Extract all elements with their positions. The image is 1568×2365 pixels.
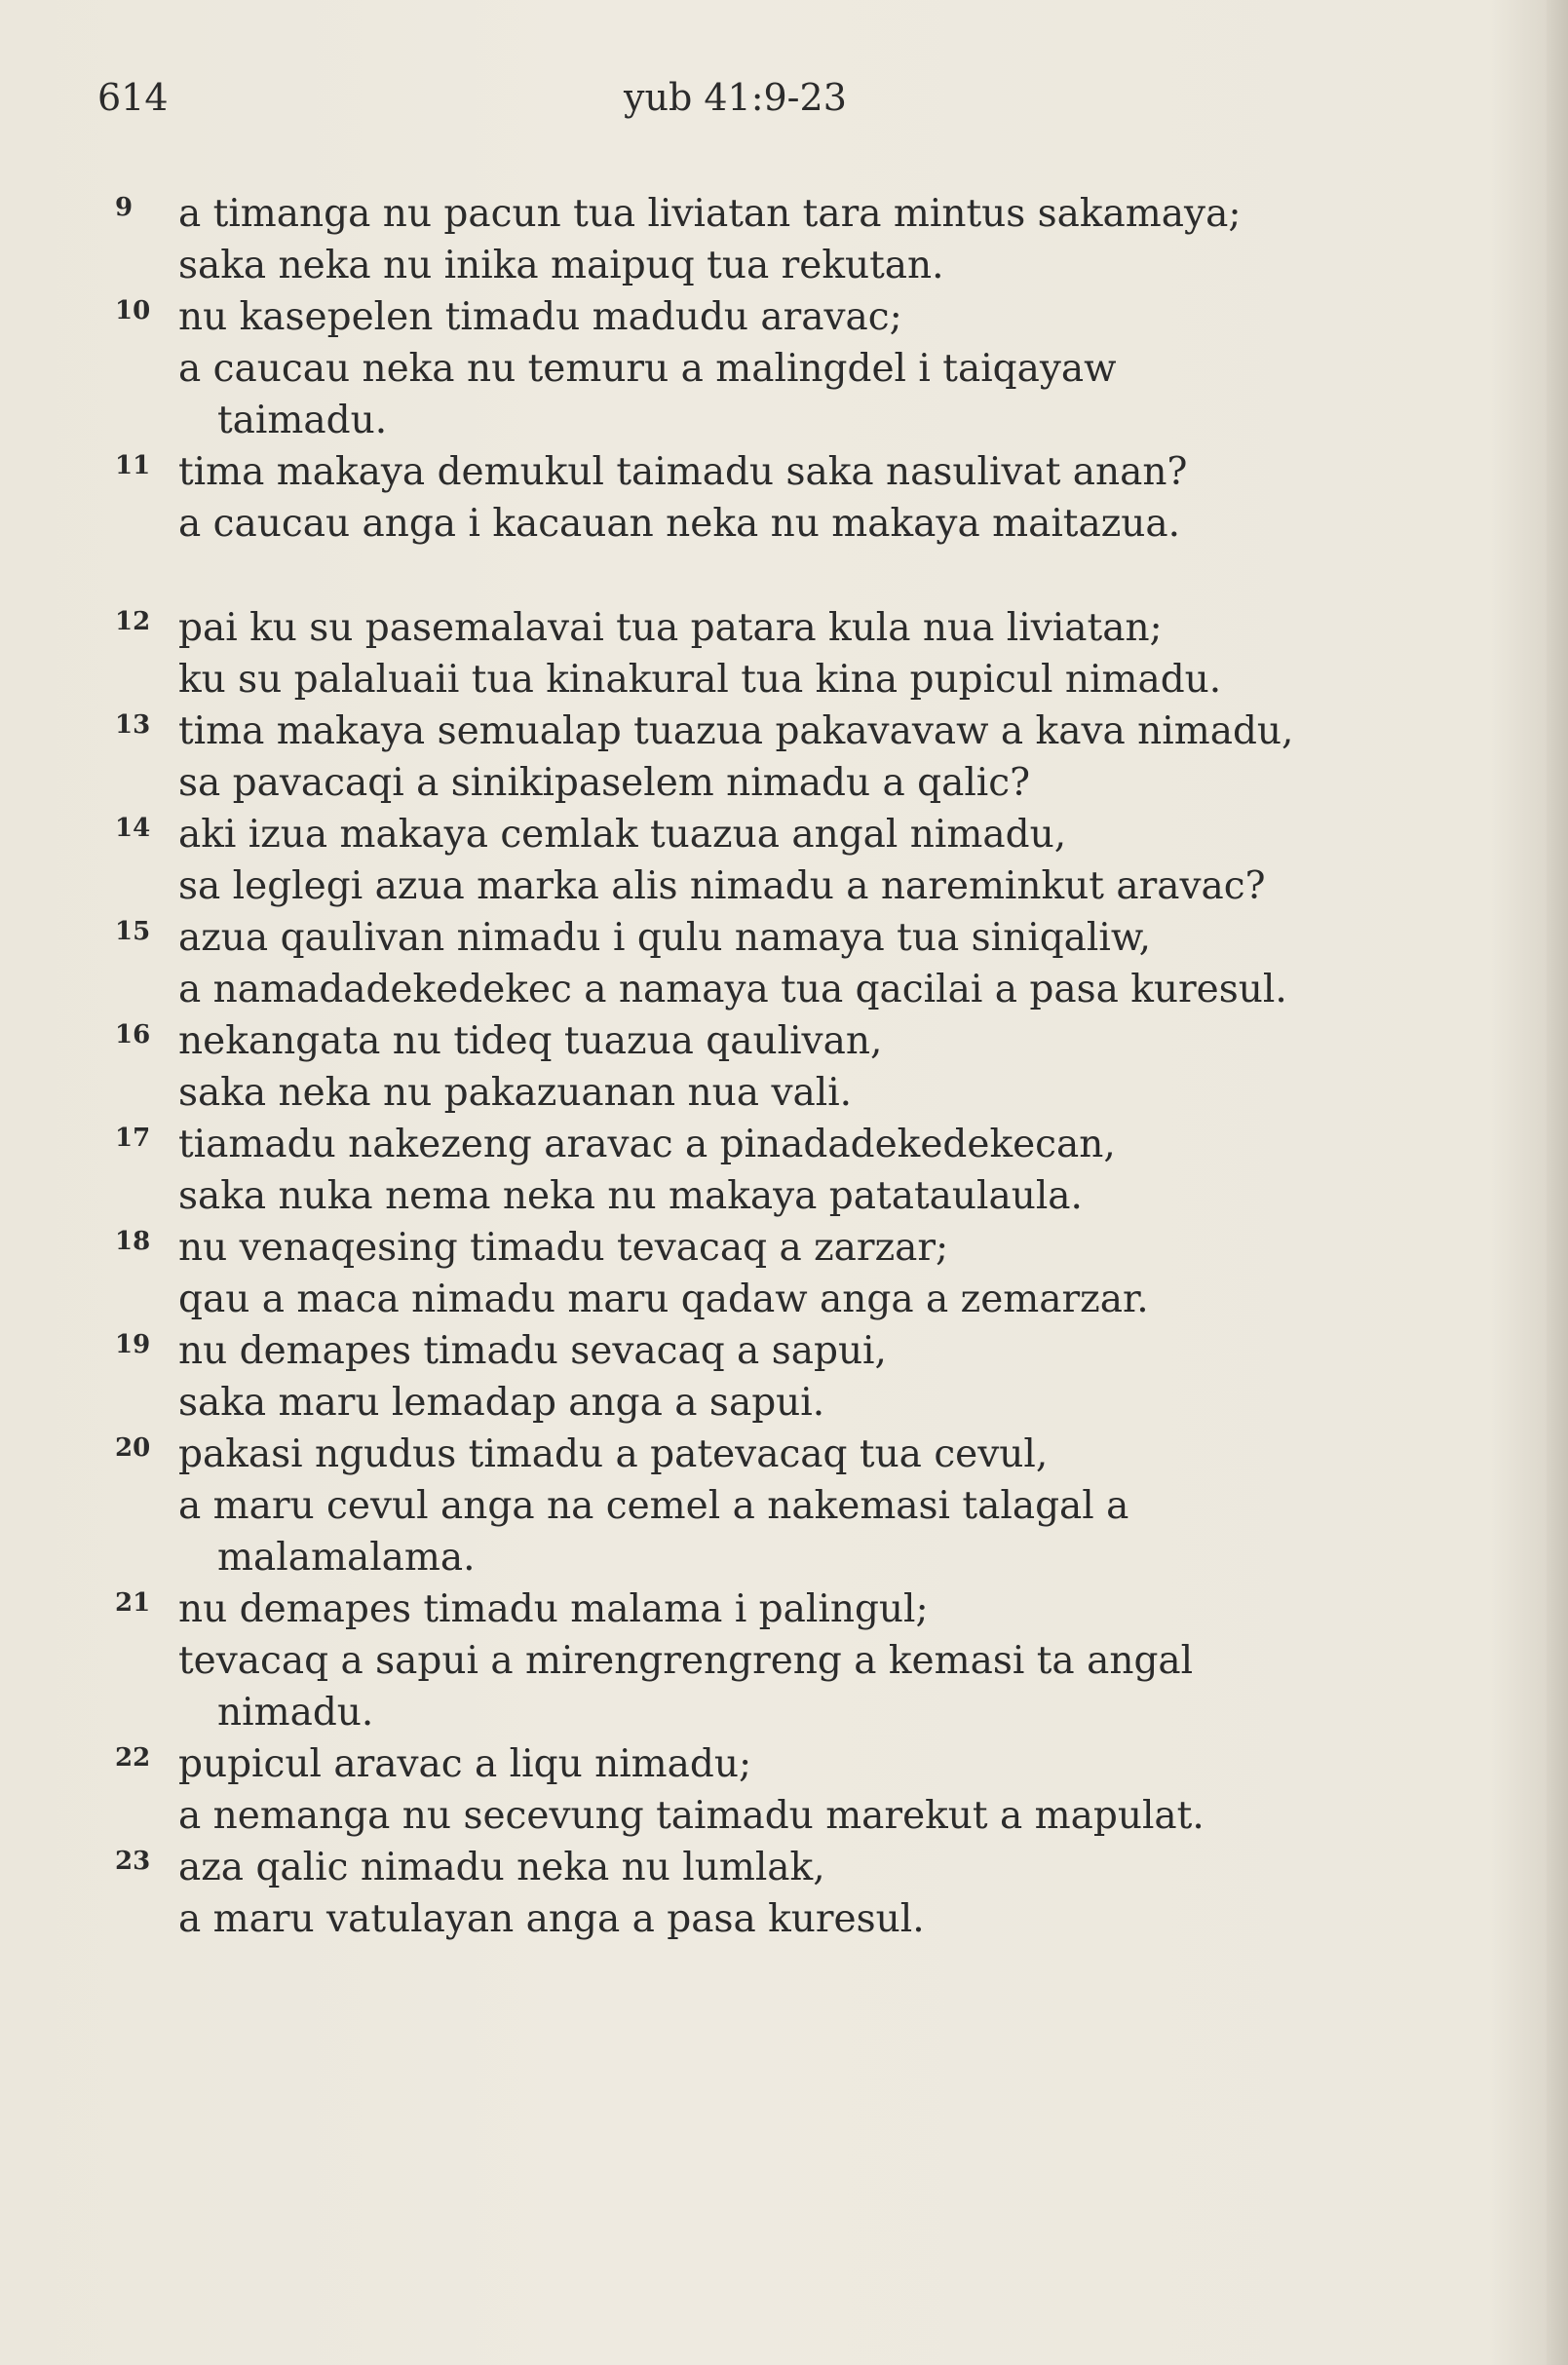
stanza-break bbox=[178, 550, 1504, 602]
verse-line: malamalama. bbox=[217, 1536, 476, 1580]
verse-line: nekangata nu tideq tuazua qaulivan, bbox=[178, 1019, 883, 1063]
verse-number: 19 bbox=[115, 1330, 151, 1359]
verse-line: a nemanga nu secevung taimadu marekut a mapulat. bbox=[178, 1794, 1205, 1838]
verse-23 bbox=[115, 1842, 1504, 1945]
verse-number: 20 bbox=[115, 1433, 151, 1463]
verse-line: pupicul aravac a liqu nimadu; bbox=[178, 1742, 752, 1786]
verse-21 bbox=[115, 1583, 1504, 1738]
verse-19 bbox=[115, 1325, 1504, 1429]
verse-9 bbox=[115, 188, 1504, 291]
verse-line: pakasi ngudus timadu a patevacaq tua cevul, bbox=[178, 1432, 1049, 1476]
verse-line: sa leglegi azua marka alis nimadu a nareminkut aravac? bbox=[178, 864, 1266, 908]
verse-number: 13 bbox=[115, 710, 151, 740]
verse-16 bbox=[115, 1015, 1504, 1119]
verse-number: 23 bbox=[115, 1847, 151, 1876]
verse-line: nu kasepelen timadu madudu aravac; bbox=[178, 295, 902, 339]
page-edge bbox=[1547, 0, 1568, 2365]
verse-line: pai ku su pasemalavai tua patara kula nua liviatan; bbox=[178, 606, 1163, 650]
verse-12 bbox=[115, 602, 1504, 706]
verse-line: a maru cevul anga na cemel a nakemasi talagal a bbox=[178, 1484, 1129, 1528]
verse-number: 16 bbox=[115, 1020, 151, 1049]
verse-text bbox=[115, 188, 1504, 1945]
verse-line: aki izua makaya cemlak tuazua angal nimadu, bbox=[178, 813, 1067, 857]
verse-line: aza qalic nimadu neka nu lumlak, bbox=[178, 1846, 825, 1889]
verse-line: taimadu. bbox=[217, 399, 388, 442]
verse-line: a maru vatulayan anga a pasa kuresul. bbox=[178, 1897, 925, 1941]
verse-number: 14 bbox=[115, 814, 151, 843]
verse-18 bbox=[115, 1222, 1504, 1325]
verse-line: sa pavacaqi a sinikipaselem nimadu a qalic? bbox=[178, 761, 1031, 805]
verse-line: qau a maca nimadu maru qadaw anga a zemarzar. bbox=[178, 1278, 1149, 1321]
verse-11 bbox=[115, 446, 1504, 550]
verse-number: 12 bbox=[115, 607, 151, 636]
running-head: yub 41:9-23 bbox=[624, 76, 847, 119]
verse-line: saka neka nu inika maipuq tua rekutan. bbox=[178, 244, 944, 287]
verse-15 bbox=[115, 912, 1504, 1015]
page-number: 614 bbox=[97, 76, 169, 119]
verse-number: 22 bbox=[115, 1743, 151, 1773]
verse-number: 21 bbox=[115, 1588, 151, 1618]
verse-line: a timanga nu pacun tua liviatan tara mintus sakamaya; bbox=[178, 192, 1242, 236]
verse-17 bbox=[115, 1119, 1504, 1222]
verse-line: nu venaqesing timadu tevacaq a zarzar; bbox=[178, 1226, 949, 1270]
verse-number: 10 bbox=[115, 296, 151, 325]
verse-22 bbox=[115, 1738, 1504, 1842]
verse-number: 18 bbox=[115, 1227, 151, 1256]
verse-line: a caucau anga i kacauan neka nu makaya maitazua. bbox=[178, 502, 1181, 546]
verse-line: nu demapes timadu malama i palingul; bbox=[178, 1587, 929, 1631]
verse-line: saka nuka nema neka nu makaya patataulaula. bbox=[178, 1174, 1083, 1218]
verse-13 bbox=[115, 706, 1504, 809]
verse-line: tima makaya semualap tuazua pakavavaw a kava nimadu, bbox=[178, 709, 1294, 753]
verse-number: 9 bbox=[115, 193, 134, 222]
page-header bbox=[97, 76, 1481, 134]
verse-line: tevacaq a sapui a mirengrengreng a kemasi ta angal bbox=[178, 1639, 1194, 1683]
verse-10 bbox=[115, 291, 1504, 446]
verse-line: azua qaulivan nimadu i qulu namaya tua siniqaliw, bbox=[178, 916, 1152, 960]
verse-line: ku su palaluaii tua kinakural tua kina pupicul nimadu. bbox=[178, 658, 1222, 702]
verse-line: tima makaya demukul taimadu saka nasulivat anan? bbox=[178, 450, 1188, 494]
verse-number: 11 bbox=[115, 451, 151, 480]
verse-line: a namadadekedekec a namaya tua qacilai a pasa kuresul. bbox=[178, 968, 1287, 1011]
verse-line: tiamadu nakezeng aravac a pinadadekedekecan, bbox=[178, 1123, 1116, 1166]
verse-line: saka neka nu pakazuanan nua vali. bbox=[178, 1071, 853, 1115]
verse-number: 15 bbox=[115, 917, 151, 946]
verse-line: nu demapes timadu sevacaq a sapui, bbox=[178, 1329, 887, 1373]
verse-number: 17 bbox=[115, 1124, 151, 1153]
verse-line: nimadu. bbox=[217, 1691, 374, 1735]
verse-line: saka maru lemadap anga a sapui. bbox=[178, 1381, 825, 1425]
verse-line: a caucau neka nu temuru a malingdel i taiqayaw bbox=[178, 347, 1117, 391]
verse-14 bbox=[115, 809, 1504, 912]
verse-20 bbox=[115, 1429, 1504, 1583]
